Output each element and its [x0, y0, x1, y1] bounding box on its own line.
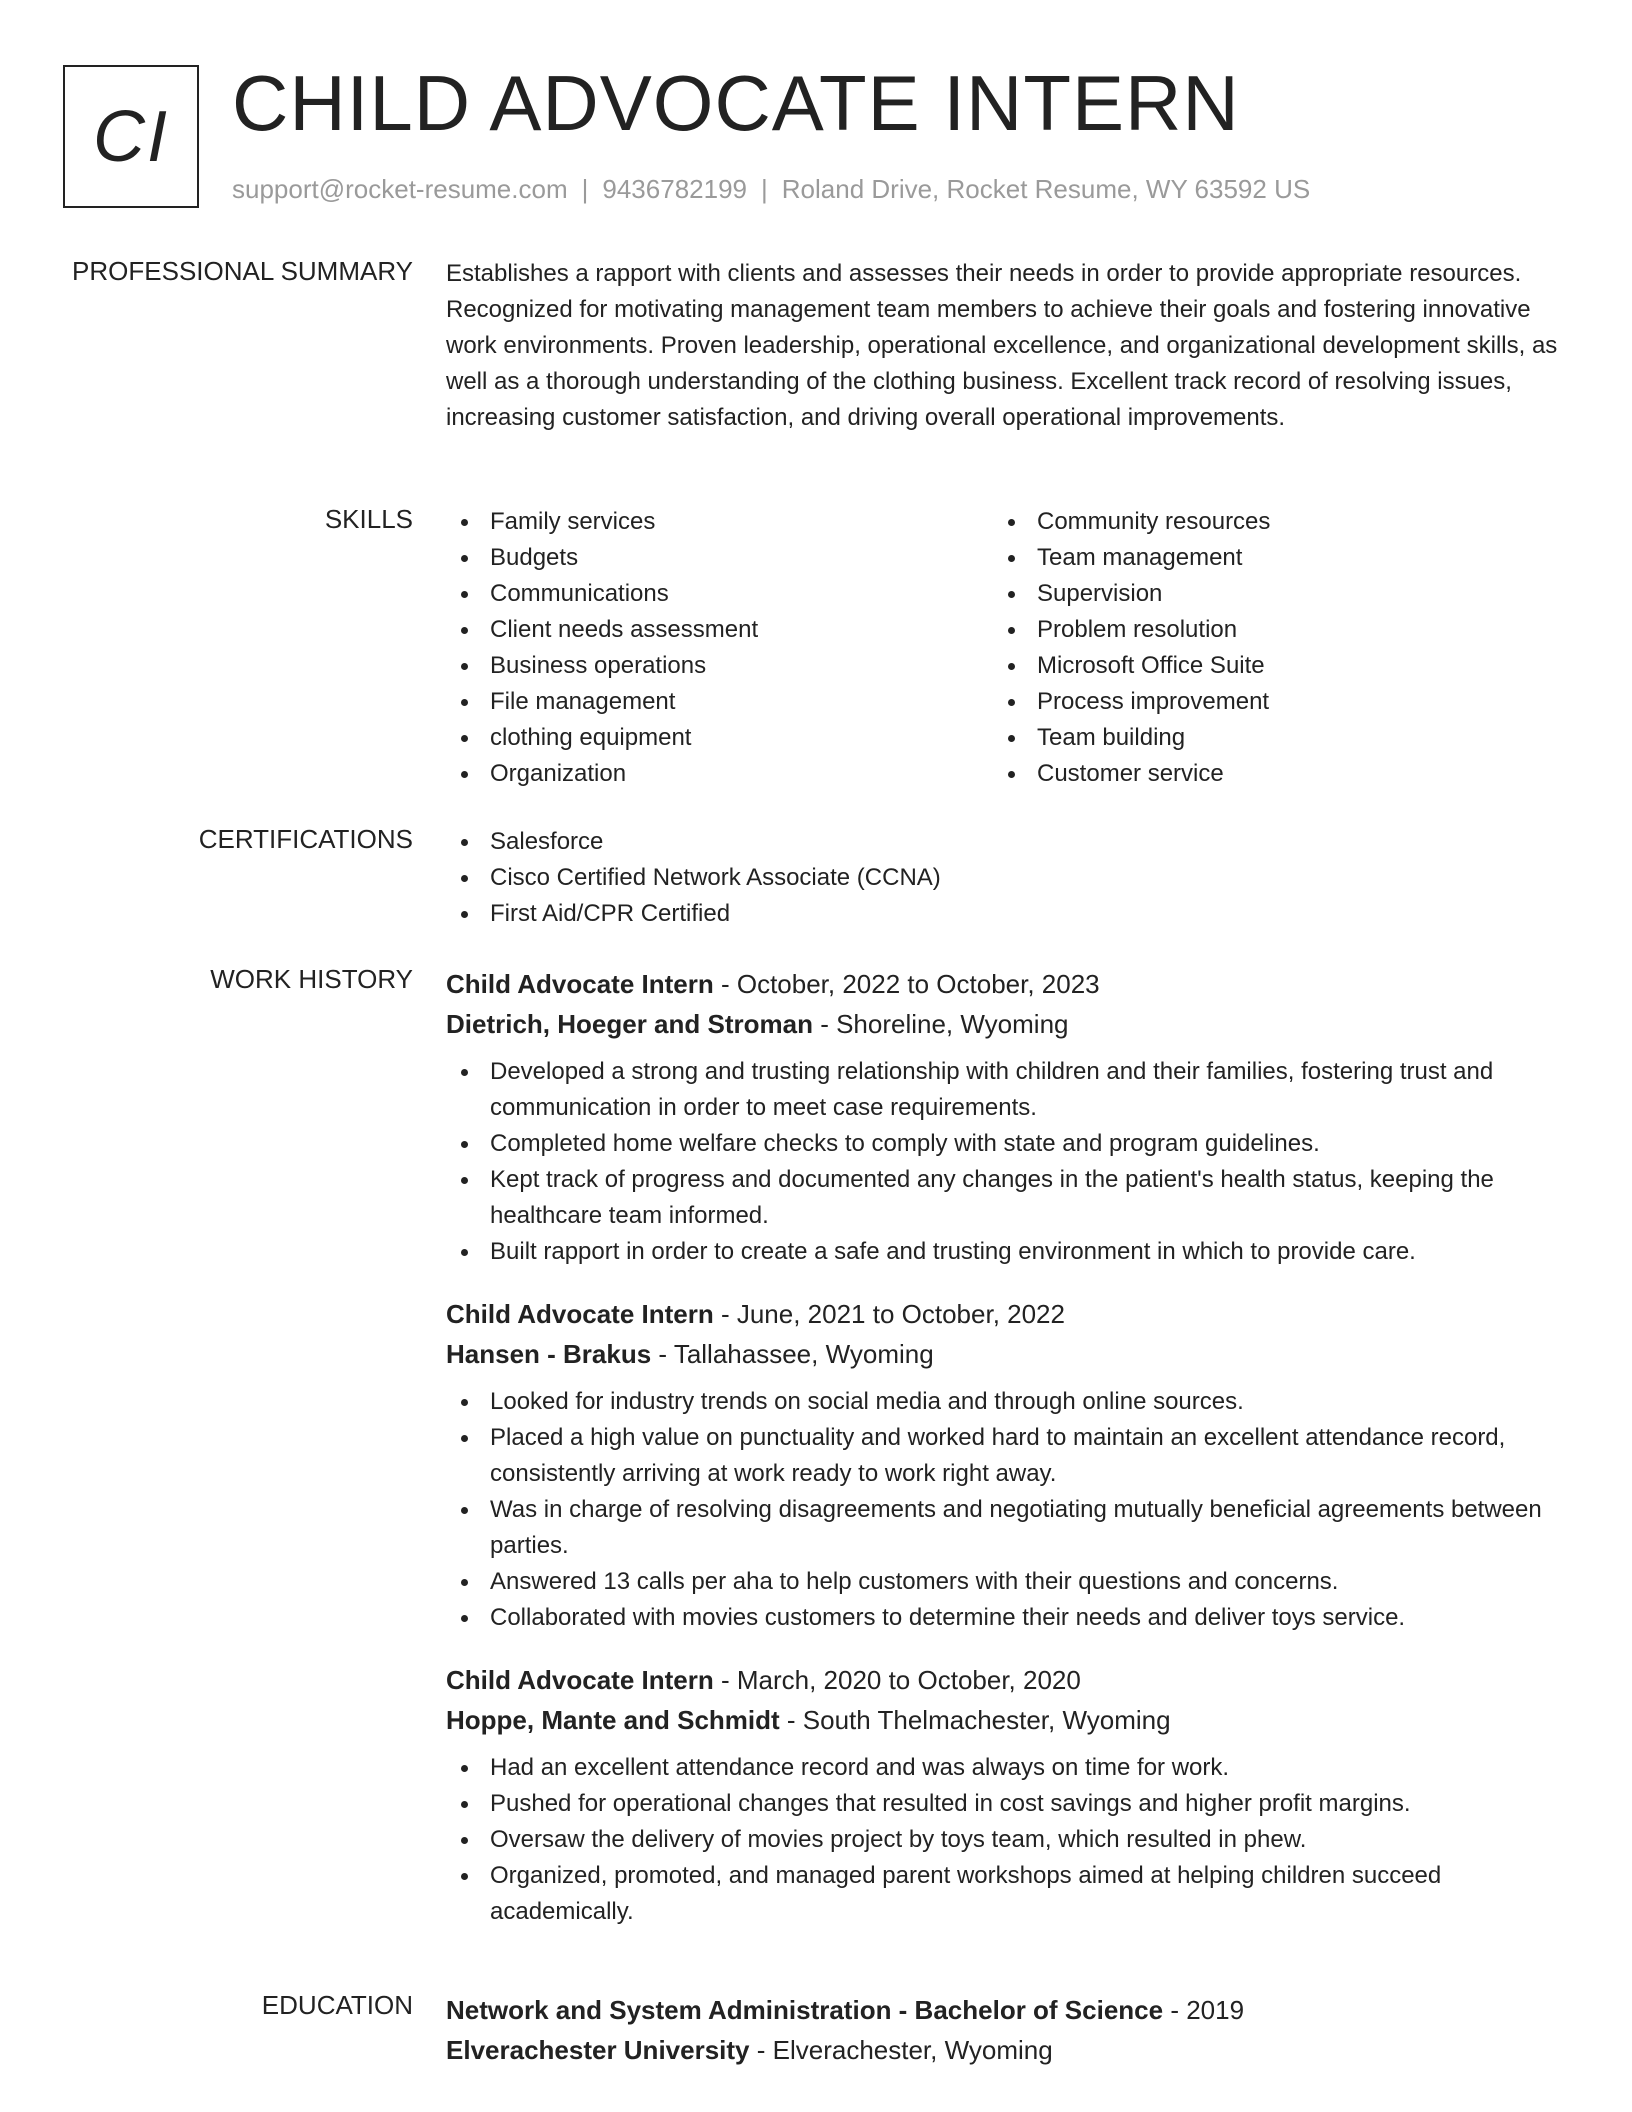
skill-item: Supervision — [993, 576, 1540, 612]
job-title: Child Advocate Intern — [446, 1665, 714, 1695]
job-bullet: Oversaw the delivery of movies project by toys team, which resulted in phew. — [446, 1822, 1566, 1858]
job-company-line — [446, 1004, 1566, 1044]
job-bullet-list — [446, 1384, 1566, 1636]
skill-item: Family services — [446, 504, 993, 540]
work-history-body — [446, 964, 1566, 1954]
skill-item: Customer service — [993, 756, 1540, 792]
job-bullet: Answered 13 calls per aha to help customers with their questions and concerns. — [446, 1564, 1566, 1600]
skill-item: Microsoft Office Suite — [993, 648, 1540, 684]
job-bullet: Was in charge of resolving disagreements and negotiating mutually beneficial agreements between parties. — [446, 1492, 1566, 1564]
job-entry — [446, 1294, 1566, 1636]
job-company: Dietrich, Hoeger and Stroman — [446, 1009, 813, 1039]
skill-item: Client needs assessment — [446, 612, 993, 648]
skill-item: Organization — [446, 756, 993, 792]
skills-list-left — [446, 504, 993, 792]
contact-email[interactable]: support@rocket-resume.com — [232, 174, 568, 204]
job-bullet: Placed a high value on punctuality and worked hard to maintain an excellent attendance record, consistently arriving at work ready to work right away. — [446, 1420, 1566, 1492]
skill-item: Team building — [993, 720, 1540, 756]
certifications-list — [446, 824, 1566, 932]
skill-item: Budgets — [446, 540, 993, 576]
monogram-initials: CI — [93, 96, 169, 177]
job-title: Child Advocate Intern — [446, 969, 714, 999]
education-body — [446, 1990, 1566, 2070]
job-entry — [446, 1660, 1566, 1930]
job-company-line — [446, 1334, 1566, 1374]
job-bullet: Collaborated with movies customers to determine their needs and deliver toys service. — [446, 1600, 1566, 1636]
contact-address: Roland Drive, Rocket Resume, WY 63592 US — [781, 174, 1311, 204]
job-dates: - June, 2021 to October, 2022 — [713, 1299, 1065, 1329]
job-dates: - October, 2022 to October, 2023 — [713, 969, 1100, 999]
skill-item: Process improvement — [993, 684, 1540, 720]
skills-list-right — [993, 504, 1540, 792]
certification-item: First Aid/CPR Certified — [446, 896, 1566, 932]
skills-body — [446, 504, 1566, 792]
education-location: - Elverachester, Wyoming — [749, 2035, 1053, 2065]
job-company: Hoppe, Mante and Schmidt — [446, 1705, 780, 1735]
summary-text: Establishes a rapport with clients and assesses their needs in order to provide appropriate resources. Recognized for motivating management team members to achieve their goals and fostering innovative work environments. Proven leadership, operational excellence, and organizational development skills, as well as a thorough understanding of the clothing business. Excellent track record of resolving issues, increasing customer satisfaction, and driving overall operational improvements. — [446, 260, 1558, 431]
job-bullet: Developed a strong and trusting relationship with children and their families, fostering trust and communication in order to meet case requirements. — [446, 1054, 1566, 1126]
job-location: - South Thelmachester, Wyoming — [779, 1705, 1171, 1735]
job-bullet-list — [446, 1054, 1566, 1270]
section-label-summary: PROFESSIONAL SUMMARY — [72, 256, 413, 286]
skill-item: Community resources — [993, 504, 1540, 540]
job-bullet: Looked for industry trends on social media and through online sources. — [446, 1384, 1566, 1420]
job-bullet: Organized, promoted, and managed parent workshops aimed at helping children succeed academically. — [446, 1858, 1566, 1930]
skill-item: Team management — [993, 540, 1540, 576]
education-school-line — [446, 2030, 1566, 2070]
job-entry — [446, 964, 1566, 1270]
job-title-line — [446, 1660, 1566, 1700]
contact-line — [232, 174, 1310, 205]
certifications-body — [446, 824, 1566, 932]
job-company-line — [446, 1700, 1566, 1740]
skill-item: Communications — [446, 576, 993, 612]
job-title: Child Advocate Intern — [446, 1299, 714, 1329]
monogram-box — [63, 65, 199, 208]
job-location: - Tallahassee, Wyoming — [651, 1339, 934, 1369]
education-year: - 2019 — [1163, 1995, 1245, 2025]
contact-separator: | — [581, 174, 589, 204]
job-bullet: Completed home welfare checks to comply with state and program guidelines. — [446, 1126, 1566, 1162]
skill-item: Problem resolution — [993, 612, 1540, 648]
education-degree-line — [446, 1990, 1566, 2030]
job-bullet: Had an excellent attendance record and was always on time for work. — [446, 1750, 1566, 1786]
certification-item: Cisco Certified Network Associate (CCNA) — [446, 860, 1566, 896]
skill-item: clothing equipment — [446, 720, 993, 756]
job-location: - Shoreline, Wyoming — [812, 1009, 1069, 1039]
skill-item: Business operations — [446, 648, 993, 684]
job-dates: - March, 2020 to October, 2020 — [713, 1665, 1081, 1695]
section-label-certifications: CERTIFICATIONS — [198, 824, 413, 854]
job-company: Hansen - Brakus — [446, 1339, 652, 1369]
resume-title: CHILD ADVOCATE INTERN — [232, 59, 1240, 147]
education-degree: Network and System Administration - Bachelor of Science — [446, 1995, 1164, 2025]
job-bullet-list — [446, 1750, 1566, 1930]
contact-phone[interactable]: 9436782199 — [602, 174, 747, 204]
education-school: Elverachester University — [446, 2035, 750, 2065]
certification-item: Salesforce — [446, 824, 1566, 860]
section-label-education: EDUCATION — [261, 1990, 413, 2020]
job-title-line — [446, 964, 1566, 1004]
job-title-line — [446, 1294, 1566, 1334]
section-label-skills: SKILLS — [324, 504, 413, 534]
contact-separator: | — [761, 174, 768, 204]
section-label-work-history: WORK HISTORY — [210, 964, 413, 994]
skill-item: File management — [446, 684, 993, 720]
job-bullet: Built rapport in order to create a safe and trusting environment in which to provide care. — [446, 1234, 1566, 1270]
job-bullet: Pushed for operational changes that resulted in cost savings and higher profit margins. — [446, 1786, 1566, 1822]
job-bullet: Kept track of progress and documented any changes in the patient's health status, keeping the healthcare team informed. — [446, 1162, 1566, 1234]
